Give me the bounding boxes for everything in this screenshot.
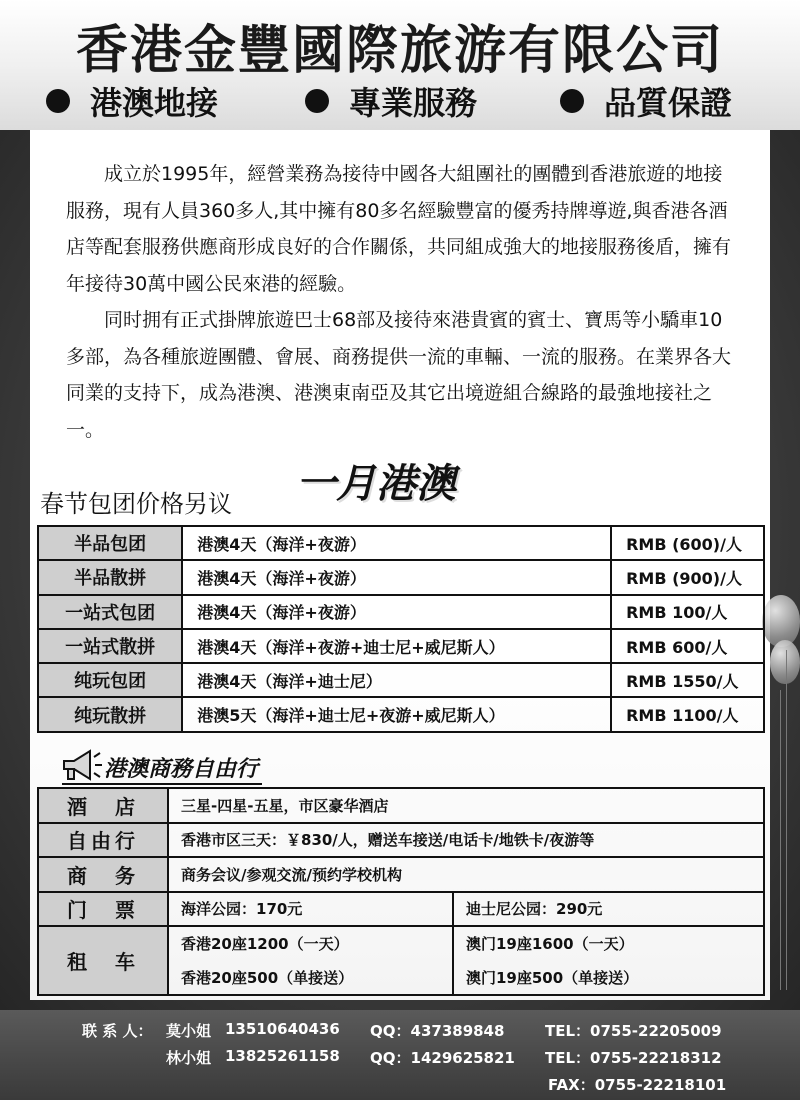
contact-1-tel[interactable]: TEL：0755-22205009 [545, 1022, 722, 1040]
contact-1-mobile[interactable]: 13510640436 [225, 1020, 340, 1038]
table-row [38, 926, 764, 961]
intro-paragraph-1: 成立於1995年，經營業務為接待中國各大組團社的團體到香港旅遊的地接服務，現有人員360多人,其中擁有80多名經驗豐富的優秀持牌導遊,與香港各酒店等配套服務供應商形成良好的合作關係，共同組成強大的地接服務後盾，擁有年接待30萬中國公民來港的經驗。 [66, 163, 732, 295]
car-rental-label: 租 车 [38, 926, 168, 995]
table-row [38, 857, 764, 892]
hk-car-day: 香港20座1200（一天） [168, 926, 453, 961]
bullet-icon [560, 89, 584, 113]
balloon-icon [770, 640, 800, 684]
table-row [38, 595, 764, 629]
tour-type: 半品散拼 [38, 560, 182, 594]
company-intro [66, 156, 734, 448]
section-title: 一月港澳 [296, 461, 456, 507]
megaphone-icon [60, 745, 104, 785]
tour-type: 一站式散拼 [38, 629, 182, 663]
spring-festival-note: 春节包团价格另议 [40, 490, 232, 518]
hotel-value: 三星-四星-五星，市区豪华酒店 [168, 788, 764, 823]
business-section-title: 港澳商務自由行 [104, 757, 259, 782]
table-row [38, 629, 764, 663]
tour-price: RMB 1550/人 [611, 663, 764, 697]
bullet-icon [305, 89, 329, 113]
contact-2-name: 林小姐 [166, 1049, 212, 1067]
tour-price: RMB 1100/人 [611, 697, 764, 731]
contact-1-qq[interactable]: QQ：437389848 [370, 1022, 505, 1040]
slogan-1 [46, 78, 218, 124]
tour-price: RMB 600/人 [611, 629, 764, 663]
fax-number[interactable]: FAX：0755-22218101 [548, 1076, 727, 1094]
slogan-text: 港澳地接 [90, 84, 219, 122]
tour-price: RMB (900)/人 [611, 560, 764, 594]
table-row [38, 560, 764, 594]
table-row [38, 892, 764, 927]
business-label: 商 务 [38, 857, 168, 892]
table-row [38, 663, 764, 697]
tour-type: 半品包团 [38, 526, 182, 560]
slogan-2 [305, 78, 477, 124]
intro-paragraph-2: 同时拥有正式掛牌旅遊巴士68部及接待來港貴賓的賓士、寶馬等小驕車10多部，為各種旅遊團體、會展、商務提供一流的車輛、一流的服務。在業界各大同業的支持下，成為港澳、港澳東南亞及其它出境遊組合線路的最強地接社之一。 [66, 309, 732, 441]
tour-price-table [37, 525, 765, 733]
title-underline [62, 783, 262, 785]
balloon-string [780, 690, 781, 990]
macau-car-day: 澳门19座1600（一天） [453, 926, 764, 961]
table-row [38, 526, 764, 560]
tour-route: 港澳4天（海洋+夜游） [182, 595, 611, 629]
disney-ticket: 迪士尼公园：290元 [453, 892, 764, 927]
balloon-icon [762, 595, 800, 647]
tour-type: 纯玩包团 [38, 663, 182, 697]
contact-2-mobile[interactable]: 13825261158 [225, 1047, 340, 1065]
services-table [37, 787, 765, 996]
free-travel-label: 自由行 [38, 823, 168, 858]
contact-2-tel[interactable]: TEL：0755-22218312 [545, 1049, 722, 1067]
macau-car-transfer: 澳门19座500（单接送） [453, 961, 764, 996]
contact-2-qq[interactable]: QQ：1429625821 [370, 1049, 515, 1067]
tour-type: 一站式包团 [38, 595, 182, 629]
tour-type: 纯玩散拼 [38, 697, 182, 731]
slogan-3 [560, 78, 732, 124]
tickets-label: 门 票 [38, 892, 168, 927]
slogan-text: 專業服務 [349, 84, 478, 122]
balloon-string [786, 650, 787, 990]
table-row [38, 823, 764, 858]
slogan-bar [0, 78, 800, 124]
free-travel-value: 香港市区三天：￥830/人，赠送车接送/电话卡/地铁卡/夜游等 [168, 823, 764, 858]
tour-price: RMB 100/人 [611, 595, 764, 629]
table-row [38, 788, 764, 823]
company-name: 香港金豐國際旅游有限公司 [75, 21, 724, 81]
hk-car-transfer: 香港20座500（单接送） [168, 961, 453, 996]
contact-1-name: 莫小姐 [166, 1022, 212, 1040]
tour-route: 港澳5天（海洋+迪士尼+夜游+威尼斯人） [182, 697, 611, 731]
hotel-label: 酒 店 [38, 788, 168, 823]
tour-route: 港澳4天（海洋+迪士尼） [182, 663, 611, 697]
ocean-park-ticket: 海洋公园：170元 [168, 892, 453, 927]
slogan-text: 品質保證 [604, 84, 733, 122]
tour-route: 港澳4天（海洋+夜游） [182, 526, 611, 560]
tour-price: RMB (600)/人 [611, 526, 764, 560]
table-row [38, 697, 764, 731]
tour-route: 港澳4天（海洋+夜游+迪士尼+威尼斯人） [182, 629, 611, 663]
bullet-icon [46, 89, 70, 113]
contact-label: 联 系 人： [82, 1022, 153, 1040]
business-value: 商务会议/参观交流/预约学校机构 [168, 857, 764, 892]
tour-route: 港澳4天（海洋+夜游） [182, 560, 611, 594]
